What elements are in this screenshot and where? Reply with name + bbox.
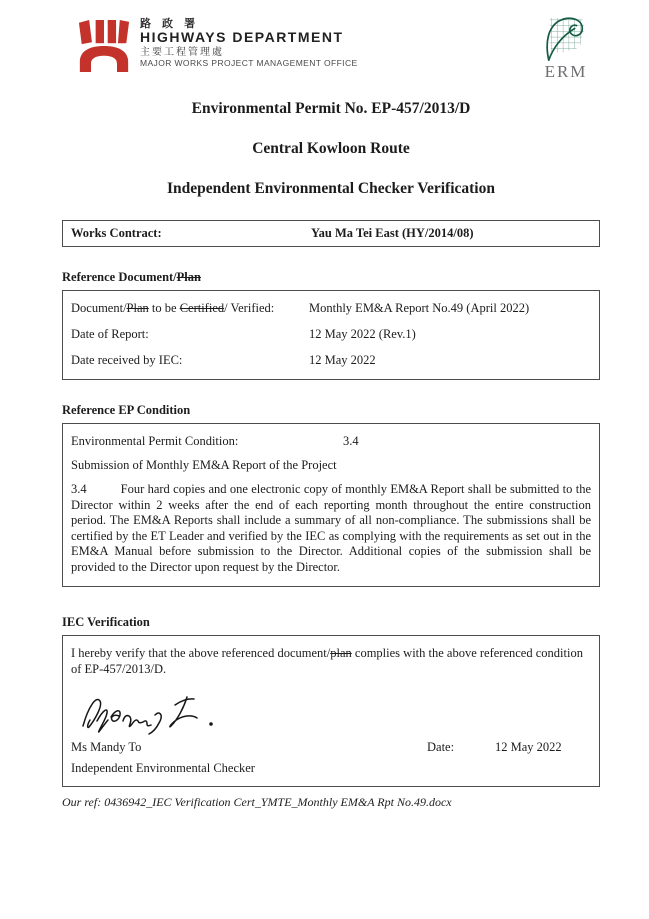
label-part: to be bbox=[148, 301, 180, 315]
ep-condition-label: Environmental Permit Condition: bbox=[71, 434, 239, 448]
hyd-english-office: MAJOR WORKS PROJECT MANAGEMENT OFFICE bbox=[140, 58, 358, 69]
works-contract-box bbox=[62, 220, 600, 247]
our-ref-line: Our ref: 0436942_IEC Verification Cert_YMTE_Monthly EM&A Rpt No.49.docx bbox=[62, 794, 452, 809]
hyd-chinese-name: 路 政 署 bbox=[140, 18, 200, 30]
iec-verification-heading: IEC Verification bbox=[62, 615, 150, 629]
clause-text: Four hard copies and one electronic copy of monthly EM&A Report shall be submitted to the Director within 2 weeks after the end of each reporting month throughout the entire construction period. The EM&A Reports shall include a summary of all non-compliance. The submissions shall be certified by the ET Leader and verified by the IEC as complying with the requirements as set out in the EM&A Manual before submission to the Director. Additional copies of the submission shall be provided to the Director upon request by the Director. bbox=[71, 482, 591, 574]
erm-logo-text: ERM bbox=[544, 62, 588, 81]
ep-condition-box bbox=[62, 423, 600, 587]
date-of-report-label: Date of Report: bbox=[71, 327, 149, 341]
document-to-be-verified-value: Monthly EM&A Report No.49 (April 2022) bbox=[309, 301, 530, 315]
signer-title: Independent Environmental Checker bbox=[71, 760, 255, 775]
clause-number: 3.4 bbox=[71, 482, 87, 496]
reference-document-heading-text: Reference Document/ bbox=[62, 270, 177, 284]
signer-name-row bbox=[71, 738, 589, 758]
hyd-chinese-office: 主要工程管理處 bbox=[140, 46, 224, 58]
hyd-english-name: HIGHWAYS DEPARTMENT bbox=[140, 29, 344, 46]
works-contract-label: Works Contract: bbox=[71, 226, 162, 240]
signature bbox=[75, 688, 265, 736]
project-title: Central Kowloon Route bbox=[252, 140, 410, 157]
label-part: / Verified: bbox=[224, 301, 275, 315]
date-of-report-value: 12 May 2022 (Rev.1) bbox=[309, 327, 416, 341]
signature-handwriting-icon bbox=[75, 688, 265, 736]
ep-condition-clause bbox=[71, 480, 591, 581]
date-received-label: Date received by IEC: bbox=[71, 353, 183, 367]
date-value: 12 May 2022 bbox=[495, 739, 562, 754]
label-struck-certified: Certified bbox=[179, 301, 225, 315]
ep-condition-subtitle: Submission of Monthly EM&A Report of the Project bbox=[71, 458, 337, 472]
iec-verification-box bbox=[62, 635, 600, 787]
reference-document-box bbox=[62, 290, 600, 380]
statement-part: I hereby verify that the above referenced document/ bbox=[71, 646, 331, 660]
document-to-be-verified-label bbox=[71, 301, 309, 316]
ep-condition-heading: Reference EP Condition bbox=[62, 403, 191, 417]
date-label: Date: bbox=[427, 739, 455, 754]
label-part: Document/ bbox=[71, 301, 127, 315]
ep-condition-row bbox=[71, 429, 591, 455]
date-received-value: 12 May 2022 bbox=[309, 353, 376, 367]
document-type-title: Independent Environmental Checker Verification bbox=[167, 180, 495, 197]
verification-statement bbox=[71, 645, 589, 678]
signer-name: Ms Mandy To bbox=[71, 739, 142, 754]
ep-condition-value: 3.4 bbox=[343, 434, 359, 448]
permit-number-title: Environmental Permit No. EP-457/2013/D bbox=[191, 100, 471, 117]
reference-document-heading bbox=[62, 270, 600, 285]
statement-struck-plan: plan bbox=[330, 646, 352, 660]
document-to-be-verified-row bbox=[71, 296, 591, 322]
statement-part: complies with the above referenced condition of EP-457/2013/D. bbox=[71, 646, 583, 677]
reference-document-heading-struck: Plan bbox=[176, 270, 201, 284]
date-received-row bbox=[71, 348, 591, 374]
document-body bbox=[62, 0, 600, 810]
date-of-report-row bbox=[71, 322, 591, 348]
label-struck-plan: Plan bbox=[126, 301, 149, 315]
works-contract-value: Yau Ma Tei East (HY/2014/08) bbox=[311, 226, 474, 240]
